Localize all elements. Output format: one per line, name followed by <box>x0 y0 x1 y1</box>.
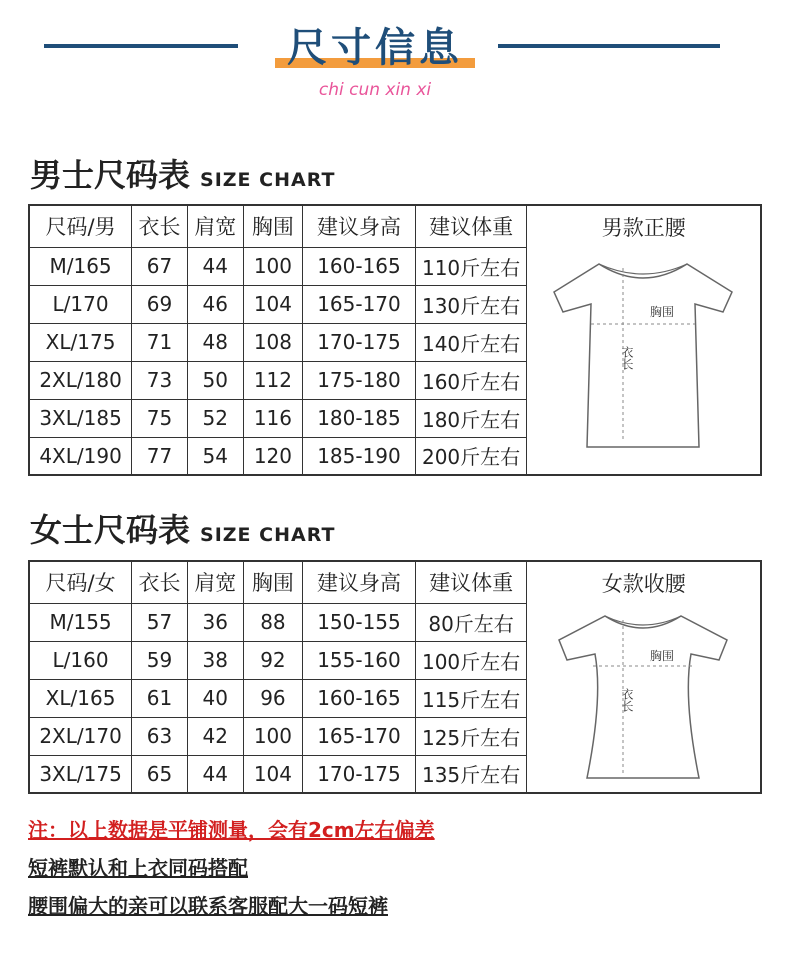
women-tshirt-diagram <box>527 598 759 788</box>
header-line-left <box>44 44 238 48</box>
size-cell: 2XL/180 <box>29 361 132 399</box>
length-cell: 67 <box>132 247 188 285</box>
men-header-row <box>29 205 761 247</box>
height-cell: 180-185 <box>303 399 415 437</box>
men-chest-label: 胸围 <box>650 305 675 319</box>
weight-cell: 80斤左右 <box>415 603 527 641</box>
men-shirt-diagram-cell <box>527 205 761 475</box>
shoulder-cell: 46 <box>187 285 243 323</box>
shoulder-cell: 52 <box>187 399 243 437</box>
women-section-heading <box>30 505 335 551</box>
weight-cell: 200斤左右 <box>415 437 527 475</box>
chest-cell: 100 <box>243 717 303 755</box>
size-cell: 3XL/185 <box>29 399 132 437</box>
height-cell: 185-190 <box>303 437 415 475</box>
women-size-table <box>28 560 762 794</box>
col-header: 肩宽 <box>187 205 243 247</box>
men-tshirt-diagram <box>527 242 759 472</box>
shoulder-cell: 42 <box>187 717 243 755</box>
women-diagram-title: 女款收腰 <box>601 572 686 596</box>
height-cell: 160-165 <box>303 679 415 717</box>
measurement-note: 注：以上数据是平铺测量，会有2cm左右偏差 <box>28 818 435 842</box>
shoulder-cell: 40 <box>187 679 243 717</box>
col-header: 肩宽 <box>187 561 243 603</box>
height-cell: 170-175 <box>303 755 415 793</box>
col-header: 尺码/男 <box>29 205 132 247</box>
col-header: 建议身高 <box>303 205 415 247</box>
weight-cell: 115斤左右 <box>415 679 527 717</box>
men-length-label: 衣长 <box>620 346 635 370</box>
women-heading-sub: SIZE CHART <box>200 524 336 546</box>
length-cell: 71 <box>132 323 188 361</box>
height-cell: 155-160 <box>303 641 415 679</box>
chest-cell: 116 <box>243 399 303 437</box>
weight-cell: 110斤左右 <box>415 247 527 285</box>
weight-cell: 140斤左右 <box>415 323 527 361</box>
size-cell: 2XL/170 <box>29 717 132 755</box>
men-size-table <box>28 204 762 476</box>
col-header: 建议身高 <box>303 561 415 603</box>
height-cell: 150-155 <box>303 603 415 641</box>
col-header: 建议体重 <box>415 561 527 603</box>
weight-cell: 160斤左右 <box>415 361 527 399</box>
chest-cell: 120 <box>243 437 303 475</box>
weight-cell: 135斤左右 <box>415 755 527 793</box>
size-cell: L/170 <box>29 285 132 323</box>
chest-cell: 88 <box>243 603 303 641</box>
chest-cell: 92 <box>243 641 303 679</box>
weight-cell: 100斤左右 <box>415 641 527 679</box>
page-title-pinyin: chi cun xin xi <box>318 80 432 100</box>
waist-contact-note: 腰围偏大的亲可以联系客服配大一码短裤 <box>28 894 388 918</box>
col-header: 尺码/女 <box>29 561 132 603</box>
height-cell: 175-180 <box>303 361 415 399</box>
men-section-heading <box>30 150 335 196</box>
women-length-label: 衣长 <box>620 688 635 712</box>
col-header: 衣长 <box>132 205 188 247</box>
length-cell: 63 <box>132 717 188 755</box>
chest-cell: 104 <box>243 755 303 793</box>
size-cell: 3XL/175 <box>29 755 132 793</box>
header-line-right <box>498 44 720 48</box>
women-shirt-diagram-cell <box>527 561 761 793</box>
weight-cell: 180斤左右 <box>415 399 527 437</box>
length-cell: 59 <box>132 641 188 679</box>
size-cell: L/160 <box>29 641 132 679</box>
length-cell: 69 <box>132 285 188 323</box>
chest-cell: 104 <box>243 285 303 323</box>
col-header: 衣长 <box>132 561 188 603</box>
weight-cell: 130斤左右 <box>415 285 527 323</box>
height-cell: 165-170 <box>303 285 415 323</box>
chest-cell: 100 <box>243 247 303 285</box>
size-cell: XL/165 <box>29 679 132 717</box>
women-header-row <box>29 561 761 603</box>
chest-cell: 112 <box>243 361 303 399</box>
men-heading-sub: SIZE CHART <box>200 169 336 191</box>
shorts-size-note: 短裤默认和上衣同码搭配 <box>28 856 248 880</box>
shoulder-cell: 44 <box>187 247 243 285</box>
height-cell: 170-175 <box>303 323 415 361</box>
col-header: 胸围 <box>243 561 303 603</box>
chest-cell: 108 <box>243 323 303 361</box>
col-header: 建议体重 <box>415 205 527 247</box>
length-cell: 61 <box>132 679 188 717</box>
length-cell: 65 <box>132 755 188 793</box>
women-heading-text: 女士尺码表 <box>30 511 191 549</box>
length-cell: 77 <box>132 437 188 475</box>
height-cell: 160-165 <box>303 247 415 285</box>
women-chest-label: 胸围 <box>650 649 675 663</box>
size-cell: M/165 <box>29 247 132 285</box>
shoulder-cell: 50 <box>187 361 243 399</box>
length-cell: 75 <box>132 399 188 437</box>
length-cell: 57 <box>132 603 188 641</box>
length-cell: 73 <box>132 361 188 399</box>
size-cell: M/155 <box>29 603 132 641</box>
weight-cell: 125斤左右 <box>415 717 527 755</box>
page-title: 尺寸信息 <box>287 25 463 71</box>
col-header: 胸围 <box>243 205 303 247</box>
shoulder-cell: 48 <box>187 323 243 361</box>
size-cell: 4XL/190 <box>29 437 132 475</box>
shoulder-cell: 38 <box>187 641 243 679</box>
men-diagram-title: 男款正腰 <box>601 216 686 240</box>
height-cell: 165-170 <box>303 717 415 755</box>
header-title-block <box>265 22 485 74</box>
shoulder-cell: 36 <box>187 603 243 641</box>
size-cell: XL/175 <box>29 323 132 361</box>
shoulder-cell: 54 <box>187 437 243 475</box>
shoulder-cell: 44 <box>187 755 243 793</box>
chest-cell: 96 <box>243 679 303 717</box>
men-heading-text: 男士尺码表 <box>30 156 191 194</box>
